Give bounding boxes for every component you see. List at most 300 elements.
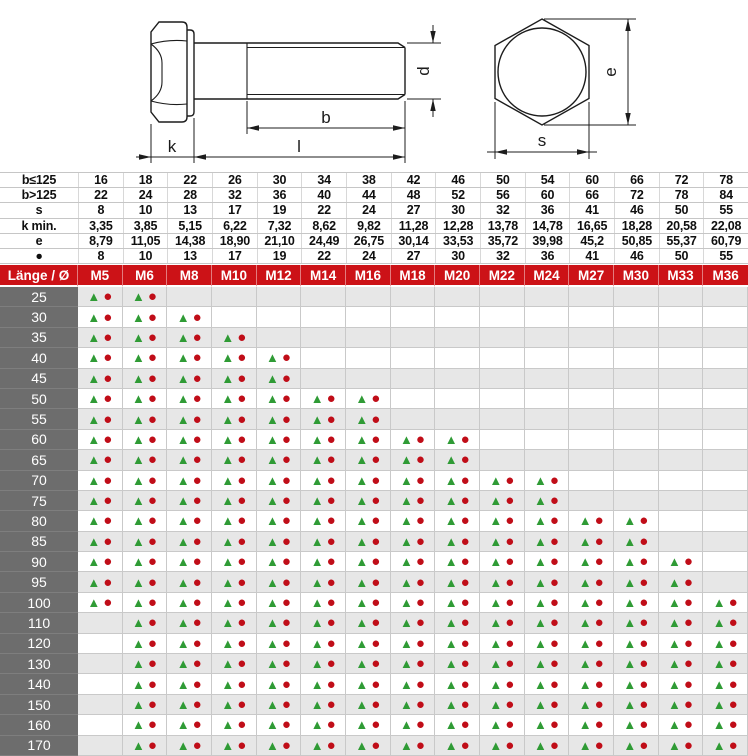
triangle-icon: ▲ — [132, 574, 145, 590]
circle-icon: ● — [237, 492, 247, 510]
dim-value: 14,78 — [525, 219, 570, 233]
availability-cell — [525, 307, 570, 327]
circle-icon: ● — [371, 451, 381, 469]
availability-cell — [167, 471, 212, 491]
circle-icon: ● — [415, 716, 425, 734]
availability-cell — [257, 572, 302, 592]
circle-icon: ● — [147, 390, 157, 408]
availability-cell — [525, 715, 570, 735]
availability-cell — [480, 348, 525, 368]
availability-cell — [301, 552, 346, 572]
availability-cell — [78, 491, 123, 511]
availability-cell — [167, 307, 212, 327]
circle-icon: ● — [326, 553, 336, 571]
dim-value: 22 — [78, 188, 123, 202]
circle-icon: ● — [237, 634, 247, 652]
availability-cell — [257, 613, 302, 633]
availability-cell — [257, 674, 302, 694]
circle-icon: ● — [415, 675, 425, 693]
availability-cell — [614, 471, 659, 491]
availability-cell — [346, 450, 391, 470]
availability-cell — [301, 389, 346, 409]
dim-row — [0, 202, 748, 217]
availability-cell — [212, 736, 257, 756]
triangle-icon: ▲ — [87, 370, 101, 386]
circle-icon: ● — [281, 471, 291, 489]
circle-icon: ● — [460, 451, 470, 469]
circle-icon: ● — [237, 614, 247, 632]
availability-cell — [614, 369, 659, 389]
availability-cell — [614, 430, 659, 450]
triangle-icon: ▲ — [266, 493, 279, 509]
availability-cell — [614, 287, 659, 307]
availability-cell — [435, 287, 480, 307]
availability-cell — [659, 389, 704, 409]
column-header: M10 — [212, 265, 257, 287]
circle-icon: ● — [192, 716, 202, 734]
circle-icon: ● — [594, 614, 604, 632]
circle-icon: ● — [639, 634, 649, 652]
triangle-icon: ▲ — [623, 513, 637, 529]
circle-icon: ● — [103, 553, 113, 571]
availability-cell — [346, 328, 391, 348]
circle-icon: ● — [147, 532, 157, 550]
circle-icon: ● — [192, 430, 202, 448]
availability-cell — [212, 634, 257, 654]
triangle-icon: ▲ — [176, 370, 190, 386]
availability-cell — [346, 674, 391, 694]
availability-cell — [659, 450, 704, 470]
table-row — [0, 593, 748, 613]
availability-cell — [703, 613, 748, 633]
dim-value: 56 — [480, 188, 525, 202]
circle-icon: ● — [371, 655, 381, 673]
triangle-icon: ▲ — [221, 615, 235, 631]
table-row — [0, 430, 748, 450]
triangle-icon: ▲ — [176, 717, 190, 733]
availability-cell — [703, 634, 748, 654]
availability-cell — [703, 715, 748, 735]
triangle-icon: ▲ — [444, 472, 458, 488]
availability-cell — [435, 532, 480, 552]
availability-cell — [167, 572, 212, 592]
dim-row — [0, 233, 748, 248]
length-cell: 170 — [0, 736, 78, 756]
circle-icon: ● — [192, 573, 202, 591]
availability-cell — [78, 572, 123, 592]
availability-cell — [480, 287, 525, 307]
triangle-icon: ▲ — [266, 513, 279, 529]
length-cell: 60 — [0, 430, 78, 450]
availability-cell — [123, 715, 168, 735]
availability-cell — [212, 389, 257, 409]
dim-row — [0, 172, 748, 187]
triangle-icon: ▲ — [266, 656, 279, 672]
availability-cell — [212, 695, 257, 715]
availability-cell — [78, 471, 123, 491]
triangle-icon: ▲ — [87, 411, 101, 427]
triangle-icon: ▲ — [176, 431, 190, 447]
circle-icon: ● — [192, 512, 202, 530]
table-row — [0, 450, 748, 470]
dim-value: 22,08 — [703, 219, 748, 233]
availability-cell — [301, 654, 346, 674]
availability-cell — [301, 287, 346, 307]
dim-value: 10 — [123, 249, 168, 263]
dim-row-label: b≤125 — [21, 173, 57, 188]
triangle-icon: ▲ — [132, 656, 145, 672]
availability-cell — [257, 736, 302, 756]
circle-icon: ● — [415, 532, 425, 550]
triangle-icon: ▲ — [400, 697, 413, 712]
triangle-icon: ▲ — [444, 697, 458, 712]
triangle-icon: ▲ — [355, 595, 369, 611]
availability-cell — [569, 654, 614, 674]
triangle-icon: ▲ — [132, 329, 145, 345]
availability-cell — [614, 613, 659, 633]
triangle-icon: ▲ — [489, 676, 503, 692]
availability-cell — [301, 471, 346, 491]
triangle-icon: ▲ — [176, 574, 190, 590]
dim-value: 78 — [703, 173, 748, 187]
circle-icon: ● — [237, 553, 247, 571]
triangle-icon: ▲ — [176, 329, 190, 345]
triangle-icon: ▲ — [266, 452, 279, 468]
availability-cell — [123, 450, 168, 470]
dim-value: 34 — [301, 173, 346, 187]
availability-cell — [659, 552, 704, 572]
triangle-icon: ▲ — [87, 329, 101, 345]
triangle-icon: ▲ — [355, 697, 369, 712]
availability-cell — [569, 409, 614, 429]
circle-icon: ● — [147, 573, 157, 591]
dim-value: 17 — [212, 249, 257, 263]
column-header: M24 — [525, 265, 570, 287]
triangle-icon: ▲ — [400, 615, 413, 631]
circle-icon: ● — [639, 532, 649, 550]
length-cell: 55 — [0, 409, 78, 429]
triangle-icon: ▲ — [176, 595, 190, 611]
circle-icon: ● — [147, 634, 157, 652]
dimension-labels — [168, 66, 620, 156]
dim-row — [0, 187, 748, 202]
triangle-icon: ▲ — [132, 411, 145, 427]
circle-icon: ● — [505, 716, 515, 734]
availability-cell — [569, 552, 614, 572]
availability-cell — [703, 572, 748, 592]
availability-cell — [569, 430, 614, 450]
availability-cell — [569, 736, 614, 756]
availability-cell — [78, 593, 123, 613]
circle-icon: ● — [147, 675, 157, 693]
triangle-icon: ▲ — [534, 472, 547, 488]
dim-value: 24,49 — [301, 234, 346, 248]
availability-cell — [614, 307, 659, 327]
triangle-icon: ▲ — [176, 309, 190, 325]
circle-icon: ● — [147, 614, 157, 632]
circle-icon: ● — [192, 349, 202, 367]
triangle-icon: ▲ — [132, 289, 145, 305]
availability-cell — [435, 307, 480, 327]
circle-icon: ● — [639, 614, 649, 632]
triangle-icon: ▲ — [132, 391, 145, 407]
circle-icon: ● — [103, 349, 113, 367]
dim-value: 55 — [703, 249, 748, 263]
availability-cell — [78, 307, 123, 327]
triangle-icon: ▲ — [623, 656, 637, 672]
availability-cell — [525, 328, 570, 348]
triangle-icon: ▲ — [310, 595, 324, 611]
triangle-icon: ▲ — [489, 595, 503, 611]
column-header: M20 — [435, 265, 480, 287]
dim-value: 3,85 — [123, 219, 168, 233]
availability-cell — [525, 430, 570, 450]
triangle-icon: ▲ — [578, 737, 592, 753]
circle-icon: ● — [103, 573, 113, 591]
circle-icon: ● — [103, 328, 113, 346]
dim-value: 26 — [212, 173, 257, 187]
dim-value: 24 — [346, 203, 391, 217]
circle-icon: ● — [371, 553, 381, 571]
circle-icon: ● — [281, 369, 291, 387]
availability-cell — [703, 409, 748, 429]
availability-cell — [614, 715, 659, 735]
availability-cell — [525, 491, 570, 511]
dim-value: 6,22 — [212, 219, 257, 233]
circle-icon: ● — [147, 369, 157, 387]
dimension-arrows — [139, 19, 631, 160]
circle-icon: ● — [683, 736, 693, 754]
circle-icon: ● — [639, 675, 649, 693]
availability-cell — [167, 593, 212, 613]
dim-value: 36 — [257, 188, 302, 202]
column-header: M12 — [257, 265, 302, 287]
circle-icon: ● — [549, 471, 559, 489]
circle-icon: ● — [728, 696, 738, 713]
circle-icon: ● — [683, 696, 693, 713]
triangle-icon: ▲ — [489, 737, 503, 753]
availability-cell — [703, 287, 748, 307]
availability-cell — [167, 430, 212, 450]
availability-cell — [78, 369, 123, 389]
triangle-icon: ▲ — [266, 350, 279, 366]
triangle-icon: ▲ — [489, 554, 503, 570]
triangle-icon: ▲ — [266, 431, 279, 447]
triangle-icon: ▲ — [87, 574, 101, 590]
circle-icon: ● — [192, 655, 202, 673]
length-cell: 50 — [0, 389, 78, 409]
triangle-icon: ▲ — [534, 615, 547, 631]
table-row — [0, 552, 748, 572]
availability-cell — [391, 430, 436, 450]
triangle-icon: ▲ — [578, 635, 592, 651]
availability-cell — [167, 736, 212, 756]
triangle-icon: ▲ — [355, 676, 369, 692]
triangle-icon: ▲ — [578, 554, 592, 570]
table-row — [0, 634, 748, 654]
availability-cell — [78, 430, 123, 450]
triangle-icon: ▲ — [623, 676, 637, 692]
availability-cell — [703, 348, 748, 368]
dim-value: 8 — [78, 203, 123, 217]
availability-cell — [78, 409, 123, 429]
availability-cell — [257, 511, 302, 531]
circle-icon: ● — [192, 410, 202, 428]
availability-cell — [346, 471, 391, 491]
availability-cell — [435, 613, 480, 633]
triangle-icon: ▲ — [400, 737, 413, 753]
length-cell: 90 — [0, 552, 78, 572]
dim-value: 8,79 — [78, 234, 123, 248]
dim-row — [0, 218, 748, 233]
circle-icon: ● — [281, 614, 291, 632]
circle-icon: ● — [683, 573, 693, 591]
availability-cell — [569, 307, 614, 327]
triangle-icon: ▲ — [221, 350, 235, 366]
availability-cell — [703, 532, 748, 552]
availability-cell — [703, 674, 748, 694]
dim-value: 78 — [659, 188, 704, 202]
triangle-icon: ▲ — [221, 635, 235, 651]
circle-icon: ● — [147, 736, 157, 754]
availability-cell — [301, 369, 346, 389]
dim-value: 10 — [123, 203, 168, 217]
availability-cell — [569, 287, 614, 307]
circle-icon: ● — [192, 471, 202, 489]
circle-icon: ● — [728, 634, 738, 652]
table-row — [0, 715, 748, 735]
availability-cell — [569, 389, 614, 409]
table-row — [0, 613, 748, 633]
triangle-icon: ▲ — [578, 615, 592, 631]
availability-cell — [346, 572, 391, 592]
availability-cell — [435, 695, 480, 715]
availability-cell — [614, 450, 659, 470]
availability-cell — [480, 532, 525, 552]
availability-cell — [569, 471, 614, 491]
availability-cell — [525, 654, 570, 674]
availability-cell — [78, 695, 123, 715]
availability-cell — [525, 450, 570, 470]
triangle-icon: ▲ — [400, 493, 413, 509]
circle-icon: ● — [549, 634, 559, 652]
circle-icon: ● — [549, 573, 559, 591]
circle-icon: ● — [147, 451, 157, 469]
availability-cell — [391, 491, 436, 511]
availability-cell — [257, 552, 302, 572]
availability-cell — [212, 532, 257, 552]
triangle-icon: ▲ — [534, 554, 547, 570]
triangle-icon: ▲ — [266, 554, 279, 570]
table-row — [0, 348, 748, 368]
triangle-icon: ▲ — [489, 533, 503, 549]
triangle-icon: ▲ — [712, 737, 726, 753]
availability-cell — [346, 695, 391, 715]
dim-value: 40 — [301, 188, 346, 202]
triangle-icon: ▲ — [623, 615, 637, 631]
triangle-icon: ▲ — [355, 737, 369, 753]
availability-cell — [346, 593, 391, 613]
length-cell: 130 — [0, 654, 78, 674]
circle-icon: ● — [281, 655, 291, 673]
circle-icon: ● — [237, 390, 247, 408]
circle-icon: ● — [594, 716, 604, 734]
circle-icon: ● — [326, 492, 336, 510]
availability-cell — [480, 389, 525, 409]
column-header: M8 — [167, 265, 212, 287]
availability-cell — [525, 695, 570, 715]
availability-cell — [659, 736, 704, 756]
circle-icon: ● — [281, 634, 291, 652]
triangle-icon: ▲ — [266, 391, 279, 407]
length-cell: 75 — [0, 491, 78, 511]
dim-value: 17 — [212, 203, 257, 217]
dim-value: 7,32 — [257, 219, 302, 233]
circle-icon: ● — [505, 492, 515, 510]
dim-value: 36 — [525, 203, 570, 217]
triangle-icon: ▲ — [221, 697, 235, 712]
availability-cell — [525, 287, 570, 307]
circle-icon: ● — [326, 614, 336, 632]
triangle-icon: ▲ — [87, 309, 101, 325]
availability-cell — [123, 430, 168, 450]
availability-cell — [167, 552, 212, 572]
triangle-icon: ▲ — [578, 697, 592, 712]
triangle-icon: ▲ — [534, 513, 547, 529]
availability-cell — [123, 328, 168, 348]
circle-icon: ● — [549, 532, 559, 550]
triangle-icon: ▲ — [266, 533, 279, 549]
circle-icon: ● — [103, 471, 113, 489]
availability-cell — [78, 552, 123, 572]
availability-cell — [391, 287, 436, 307]
circle-icon: ● — [147, 410, 157, 428]
availability-cell — [435, 450, 480, 470]
availability-cell — [525, 369, 570, 389]
circle-icon: ● — [103, 512, 113, 530]
circle-icon: ● — [594, 594, 604, 612]
availability-cell — [391, 654, 436, 674]
circle-icon: ● — [237, 532, 247, 550]
triangle-icon: ▲ — [444, 595, 458, 611]
triangle-icon: ▲ — [266, 574, 279, 590]
availability-cell — [212, 613, 257, 633]
circle-icon: ● — [237, 430, 247, 448]
circle-icon: ● — [326, 430, 336, 448]
availability-cell — [569, 695, 614, 715]
column-header: M22 — [480, 265, 525, 287]
triangle-icon: ▲ — [444, 676, 458, 692]
availability-cell — [346, 511, 391, 531]
availability-cell — [659, 287, 704, 307]
triangle-icon: ▲ — [355, 431, 369, 447]
circle-icon: ● — [371, 512, 381, 530]
availability-cell — [614, 736, 659, 756]
triangle-icon: ▲ — [400, 574, 413, 590]
triangle-icon: ▲ — [310, 615, 324, 631]
triangle-icon: ▲ — [266, 676, 279, 692]
triangle-icon: ▲ — [444, 656, 458, 672]
triangle-icon: ▲ — [489, 717, 503, 733]
table-row — [0, 389, 748, 409]
triangle-icon: ▲ — [668, 595, 681, 611]
triangle-icon: ▲ — [132, 595, 145, 611]
dim-row-label: k min. — [21, 218, 57, 233]
circle-icon: ● — [147, 430, 157, 448]
availability-cell — [480, 715, 525, 735]
dim-value: 16,65 — [569, 219, 614, 233]
triangle-icon: ▲ — [489, 472, 503, 488]
